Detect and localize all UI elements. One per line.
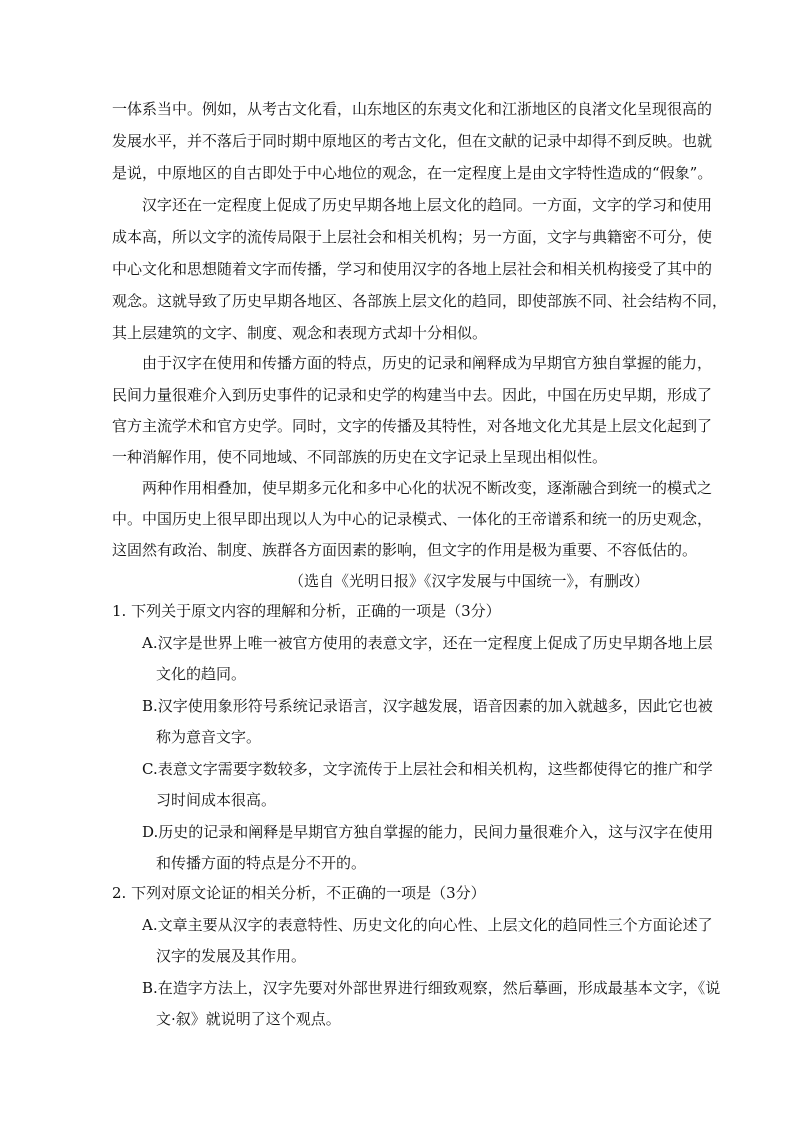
passage-line: 中心文化和思想随着文字而传播，学习和使用汉字的各地上层社会和相关机构接受了其中的 [112, 260, 713, 278]
passage-line: 是说，中原地区的自古即处于中心地位的观念，在一定程度上是由文字特性造成的“假象”。 [112, 164, 713, 182]
passage-line: 由于汉字在使用和传播方面的特点，历史的记录和阐释成为早期官方独自掌握的能力， [142, 354, 713, 372]
passage-line: 两种作用相叠加，使早期多元化和多中心化的状况不断改变，逐渐融合到统一的模式之 [142, 479, 713, 497]
question-stem: 2. 下列对原文论证的相关分析，不正确的一项是（3分） [112, 884, 486, 902]
option-a-cont: 文化的趋同。 [156, 665, 247, 683]
option-c: C.表意文字需要字数较多，文字流传于上层社会和相关机构，这些都使得它的推广和学 [142, 760, 713, 778]
option-a-cont: 汉字的发展及其作用。 [156, 947, 307, 965]
option-b-cont: 文·叙》就说明了这个观点。 [156, 1010, 341, 1028]
option-d: D.历史的记录和阐释是早期官方独自掌握的能力，民间力量很难介入，这与汉字在使用 [142, 823, 714, 841]
option-a: A.汉字是世界上唯一被官方使用的表意文字，还在一定程度上促成了历史早期各地上层 [142, 634, 713, 652]
source-citation: （选自《光明日报》《汉字发展与中国统一》，有删改） [289, 572, 650, 590]
passage-line: 一种消解作用，使不同地域、不同部族的历史在文字记录上呈现出相似性。 [112, 448, 608, 466]
passage-line: 中。中国历史上很早即出现以人为中心的记录模式、一体化的王帝谱系和统一的历史观念， [112, 510, 713, 528]
option-b: B.汉字使用象形符号系统记录语言，汉字越发展，语音因素的加入就越多，因此它也被 [142, 697, 713, 715]
option-c-cont: 习时间成本很高。 [156, 791, 277, 809]
passage-line: 汉字还在一定程度上促成了历史早期各地上层文化的趋同。一方面，文字的学习和使用 [142, 196, 713, 214]
option-b: B.在造字方法上，汉字先要对外部世界进行细致观察，然后摹画，形成最基本文字，《说 [142, 979, 721, 997]
passage-line: 官方主流学术和官方史学。同时，文字的传播及其特性，对各地文化尤其是上层文化起到了 [112, 417, 713, 435]
option-d-cont: 和传播方面的特点是分不开的。 [156, 854, 367, 872]
passage-line: 其上层建筑的文字、制度、观念和表现方式却十分相似。 [112, 324, 488, 342]
passage-line: 发展水平，并不落后于同时期中原地区的考古文化，但在文献的记录中却得不到反映。也就 [112, 132, 713, 150]
option-b-cont: 称为意音文字。 [156, 728, 262, 746]
passage-line: 一体系当中。例如，从考古文化看，山东地区的东夷文化和江浙地区的良渚文化呈现很高的 [112, 100, 713, 118]
passage-line: 这固然有政治、制度、族群各方面因素的影响，但文字的作用是极为重要、不容低估的。 [112, 541, 698, 559]
passage-line: 成本高，所以文字的流传局限于上层社会和相关机构；另一方面，文字与典籍密不可分，使 [112, 228, 713, 246]
passage-line: 观念。这就导致了历史早期各地区、各部族上层文化的趋同，即使部族不同、社会结构不同， [112, 292, 728, 310]
option-a: A.文章主要从汉字的表意特性、历史文化的向心性、上层文化的趋同性三个方面论述了 [142, 916, 713, 934]
question-stem: 1. 下列关于原文内容的理解和分析，正确的一项是（3分） [112, 602, 501, 620]
passage-line: 民间力量很难介入到历史事件的记录和史学的构建当中去。因此，中国在历史早期，形成了 [112, 386, 713, 404]
